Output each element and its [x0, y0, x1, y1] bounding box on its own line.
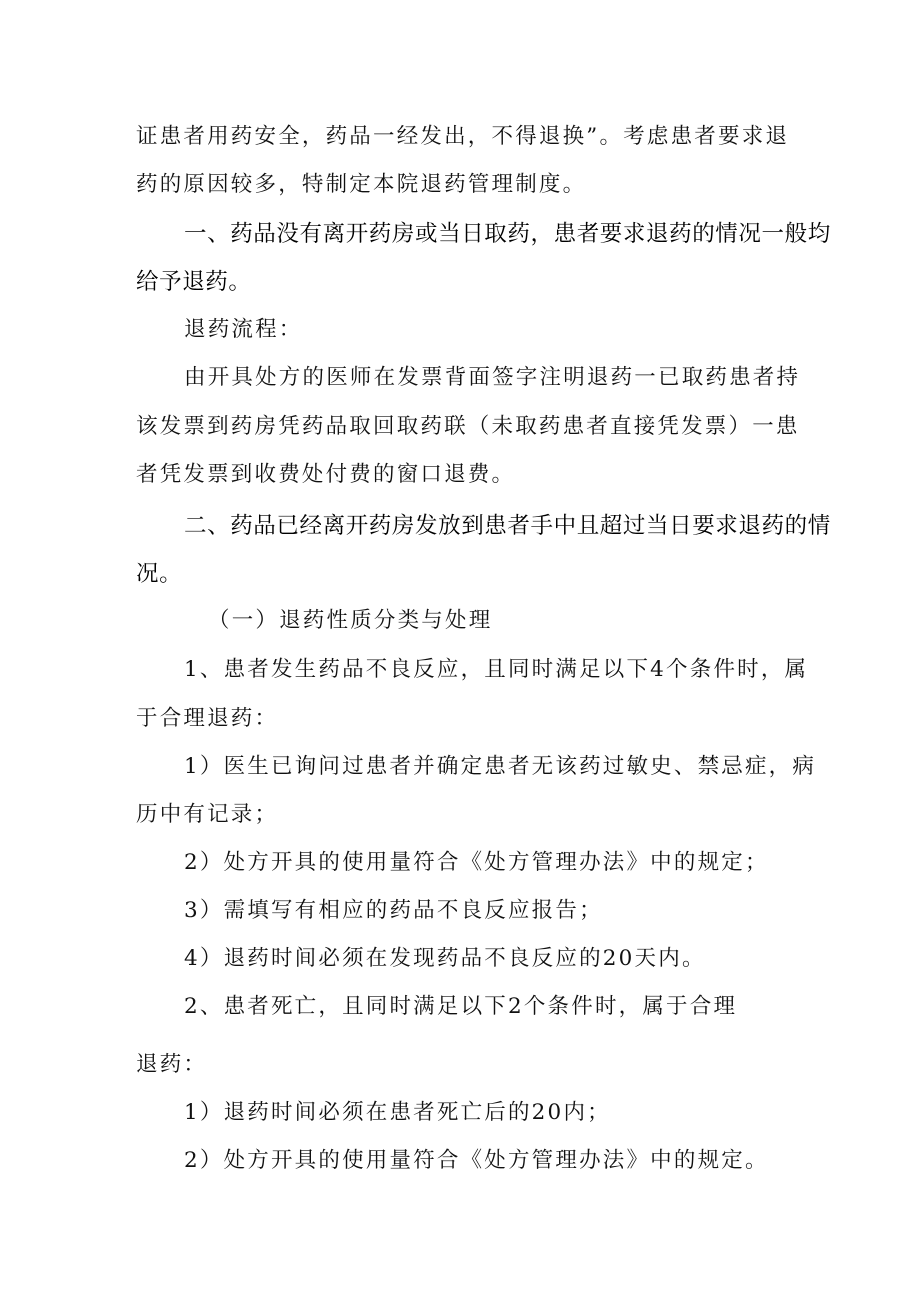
body-text-line: 者凭发票到收费处付费的窗口退费。: [136, 462, 516, 487]
list-item: 4）退药时间必须在发现药品不良反应的20天内。: [184, 946, 706, 971]
list-item-cont: 历中有记录；: [136, 802, 279, 827]
body-text-line: 退药：: [136, 1052, 208, 1077]
list-item: 2）处方开具的使用量符合《处方管理办法》中的规定；: [184, 850, 769, 875]
list-item: 2）处方开具的使用量符合《处方管理办法》中的规定。: [184, 1148, 769, 1173]
body-text-line: 证患者用药安全，药品一经发出，不得退换”。考虑患者要求退: [136, 124, 790, 149]
body-text-line: 该发票到药房凭药品取回取药联（未取药患者直接凭发票）一患: [136, 414, 800, 439]
body-text-line: 2、患者死亡，且同时满足以下2个条件时，属于合理: [184, 994, 738, 1019]
body-text-line: 药的原因较多，特制定本院退药管理制度。: [136, 172, 587, 197]
list-item: 1）退药时间必须在患者死亡后的20内；: [184, 1100, 611, 1125]
procedure-label: 退药流程：: [184, 317, 303, 342]
body-text-line: 于合理退药：: [136, 706, 279, 731]
body-text-line: 1、患者发生药品不良反应，且同时满足以下4个条件时，属: [184, 657, 809, 682]
section-heading-2: 二、药品已经离开药房发放到患者手中且超过当日要求退药的情: [184, 513, 831, 539]
list-item: 3）需填写有相应的药品不良反应报告；: [184, 898, 603, 923]
list-item: 1）医生已询问过患者并确定患者无该药过敏史、禁忌症，病: [184, 754, 817, 779]
subsection-heading: （一）退药性质分类与处理: [208, 608, 493, 633]
section-heading-1: 一、药品没有离开药房或当日取药，患者要求退药的情况一般均: [184, 221, 831, 247]
section-heading-2-cont: 况。: [136, 561, 183, 587]
body-text-line: 由开具处方的医师在发票背面签字注明退药一已取药患者持: [184, 365, 801, 390]
section-heading-1-cont: 给予退药。: [136, 269, 252, 295]
